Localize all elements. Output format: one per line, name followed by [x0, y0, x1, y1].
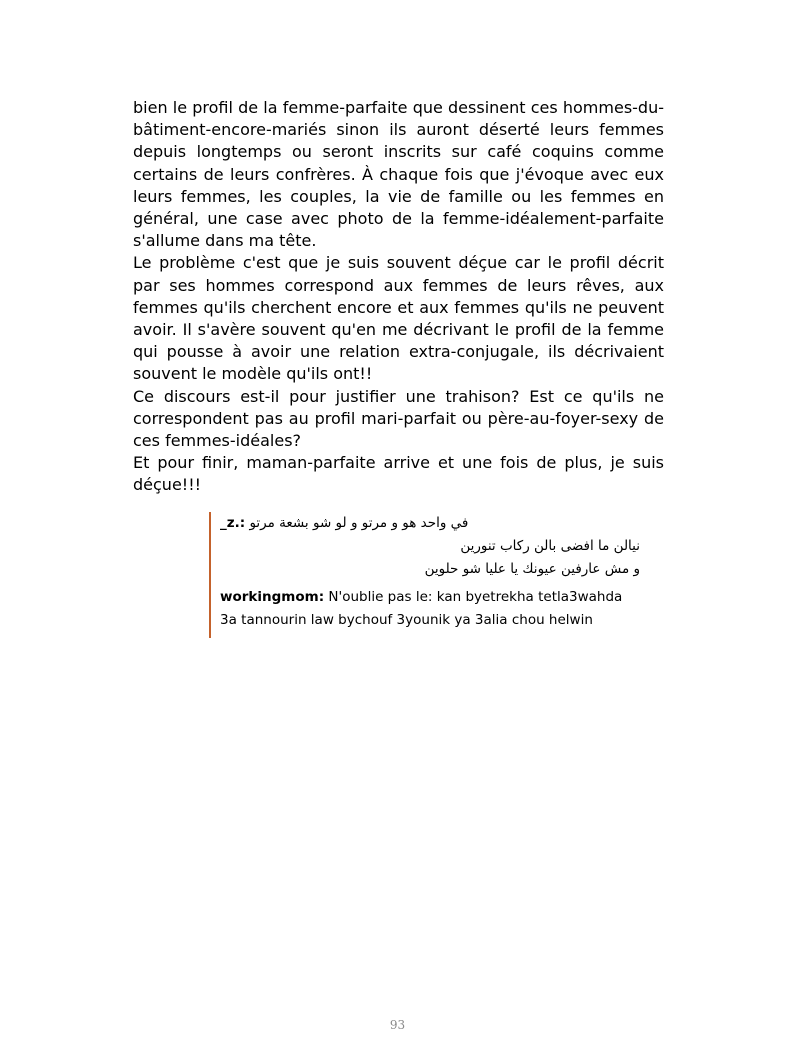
comment-author: workingmom:	[220, 589, 325, 605]
comment-first	[220, 512, 640, 581]
paragraph: bien le profil de la femme-parfaite que dessinent ces hommes-du-bâtiment-encore-mariés sinon ils auront déserté leurs femmes depuis longtemps ou seront inscrits sur café coquins comme certains de leurs confrères. À chaque fois que j'évoque avec eux leurs femmes, les couples, la vie de famille ou les femmes en général, une case avec photo de la femme-idéalement-parfaite s'allume dans ma tête.	[133, 98, 664, 251]
quoted-comments	[209, 512, 640, 638]
comment-line	[220, 512, 640, 535]
comment-author: _z.:	[220, 515, 246, 531]
paragraph: Ce discours est-il pour justifier une trahison? Est ce qu'ils ne correspondent pas au profil mari-parfait ou père-au-foyer-sexy de ces femmes-idéales?	[133, 386, 664, 451]
comment-second	[220, 586, 640, 632]
comment-line: و مش عارفين عيونك يا عليا شو حلوين	[424, 561, 640, 577]
page-number: 93	[389, 1018, 406, 1032]
paragraph: Et pour finir, maman-parfaite arrive et une fois de plus, je suis déçue!!!	[133, 453, 664, 495]
comment-line	[220, 586, 640, 609]
comment-line: نيالن ما افضى بالن ركاب تنورين	[460, 538, 640, 554]
comment-text: في واحد هو و مرتو و لو شو بشعة مرتو	[249, 515, 469, 531]
body-text	[133, 97, 664, 497]
paragraph: Le problème c'est que je suis souvent déçue car le profil décrit par ses hommes correspond aux femmes de leurs rêves, aux femmes qu'ils cherchent encore et aux femmes qu'ils ne peuvent avoir. Il s'avère souvent qu'en me décrivant le profil de la femme qui pousse à avoir une relation extra-conjugale, ils décrivaient souvent le modèle qu'ils ont!!	[133, 253, 664, 384]
comment-text: N'oublie pas le: kan byetrekha tetla3wahda	[328, 589, 623, 605]
comment-line: 3a tannourin law bychouf 3younik ya 3alia chou helwin	[220, 612, 593, 628]
